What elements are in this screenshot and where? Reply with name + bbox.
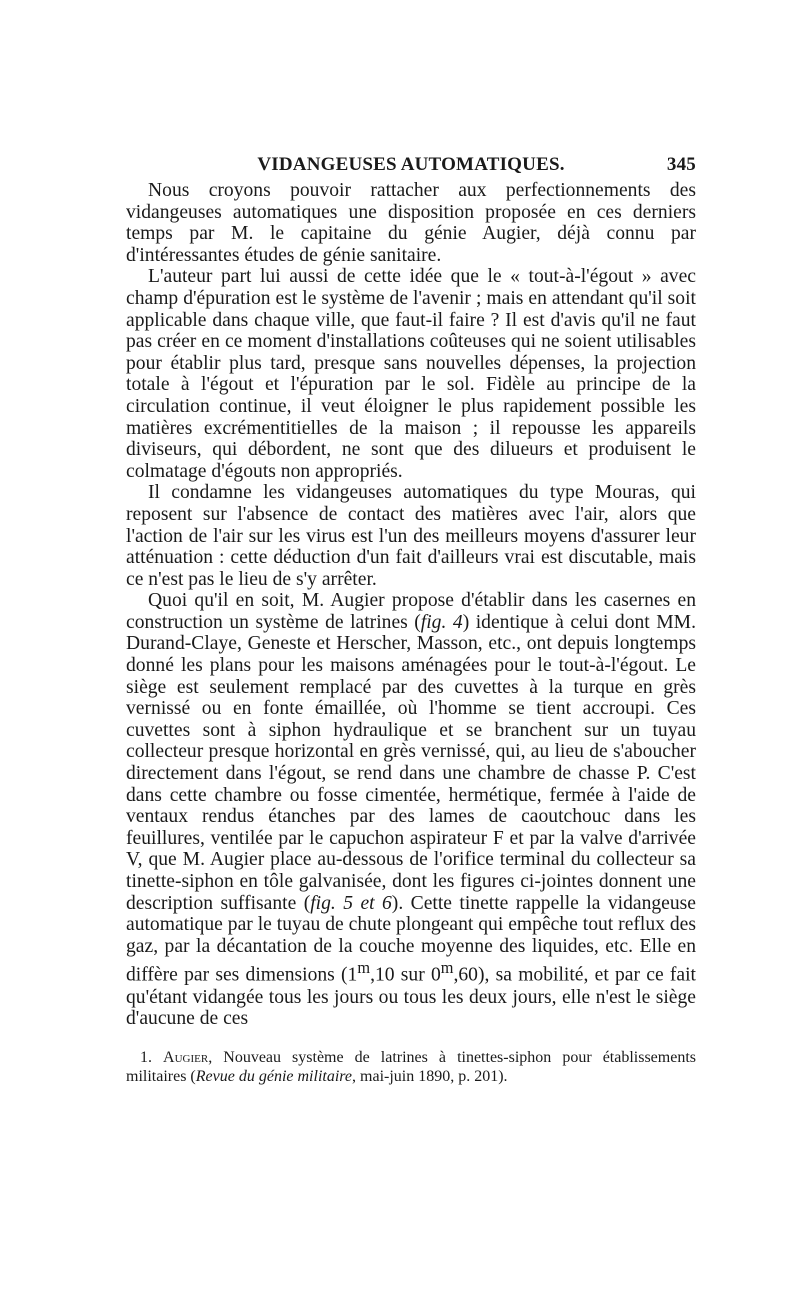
paragraph-3: Il condamne les vidangeuses automatiques du type Mouras, qui reposent sur l'absence de contact des matières avec l'air, alors que l'action de l'air sur les virus est l'un des meilleurs moyens d'assurer leur atténuation : cette déduction d'un fait d'ailleurs vrai est discutable, mais ce n'est pas le lieu de s'y arrêter.	[126, 482, 696, 590]
running-title: VIDANGEUSES AUTOMATIQUES.	[257, 154, 565, 175]
paragraph-2: L'auteur part lui aussi de cette idée que le « tout-à-l'égout » avec champ d'épuration est le système de l'avenir ; mais en attendant qu'il soit applicable dans chaque ville, que faut-il faire ? Il est d'avis qu'il ne faut pas créer en ce moment d'installations coûteuses qui ne soient utilisables pour établir plus tard, presque sans nouvelles dépenses, la projection totale à l'égout et l'épuration par le sol. Fidèle au principe de la circulation continue, il veut éloigner le plus rapidement possible les matières excrémentitielles de la maison ; il repousse les appareils diviseurs, qui débordent, ne sont que des dilueurs et produisent le colmatage d'égouts non appropriés.	[126, 266, 696, 482]
footnote-text-2: , mai-juin 1890, p. 201).	[352, 1067, 508, 1085]
paragraph-1: Nous croyons pouvoir rattacher aux perfectionnements des vidangeuses automatiques une disposition proposée en ces derniers temps par M. le capitaine du génie Augier, déjà connu par d'intéressantes études de génie sanitaire.	[126, 180, 696, 266]
body-text	[126, 180, 696, 1030]
figure-reference-5-6: fig. 5 et 6	[310, 892, 392, 914]
paragraph-4-text-2: ) identique à celui dont MM. Durand-Claye, Geneste et Herscher, Masson, etc., ont depuis longtemps donné les plans pour les maisons aménagées pour le tout-à-l'égout. Le siège est seulement remplacé par des cuvettes à la turque en grès vernissé ou en fonte émaillée, où l'homme se tient accroupi. Ces cuvettes sont à siphon hydraulique et se branchent sur un tuyau collecteur presque horizontal en grès vernissé, qui, au lieu de s'aboucher directement dans l'égout, se rend dans une chambre de chasse P. C'est dans cette chambre ou fosse cimentée, hermétique, fermée à l'aide de ventaux rendus étanches par des lames de caoutchouc dans les feuillures, ventilée par le capuchon aspirateur F et par la valve d'arrivée V, que M. Augier place au-dessous de l'orifice terminal du collecteur sa tinette-siphon en tôle galvanisée, dont les figures ci-jointes donnent une description suffisante (	[126, 611, 697, 914]
page-number: 345	[666, 154, 696, 175]
figure-reference-4: fig. 4	[420, 611, 463, 633]
footnote-author: Augier	[163, 1048, 209, 1066]
paragraph-4-text-3: ). Cette tinette rappelle la vidangeuse automatique par le tuyau de chute plongeant qui empêche tout reflux des gaz, par la décantation de la couche moyenne des liquides, etc. Elle en diffère par ses dimensions (1	[126, 892, 696, 986]
paragraph-4	[126, 590, 696, 1029]
unit-superscript-1: m	[357, 958, 371, 978]
paragraph-4-text-1: Quoi qu'il en soit, M. Augier propose d'établir dans les casernes en construction un système de latrines (	[126, 590, 696, 633]
footnote-number: 1.	[140, 1048, 152, 1066]
footnote	[126, 1048, 696, 1086]
unit-superscript-2: m	[440, 958, 454, 978]
footnote-text	[126, 1048, 696, 1086]
document-page	[126, 150, 696, 1086]
running-header	[126, 150, 696, 180]
footnote-journal: Revue du génie militaire	[195, 1067, 353, 1085]
paragraph-4-text-4: ,10 sur 0	[370, 964, 441, 986]
paragraph-4-text-5: ,60), sa mobilité, et par ce fait qu'étant vidangée tous les jours ou tous les deux jours, elle n'est le siège d'aucune de ces	[126, 964, 697, 1030]
footnote-text-1: , Nouveau système de latrines à tinettes-siphon pour établissements militaires (	[126, 1048, 697, 1085]
